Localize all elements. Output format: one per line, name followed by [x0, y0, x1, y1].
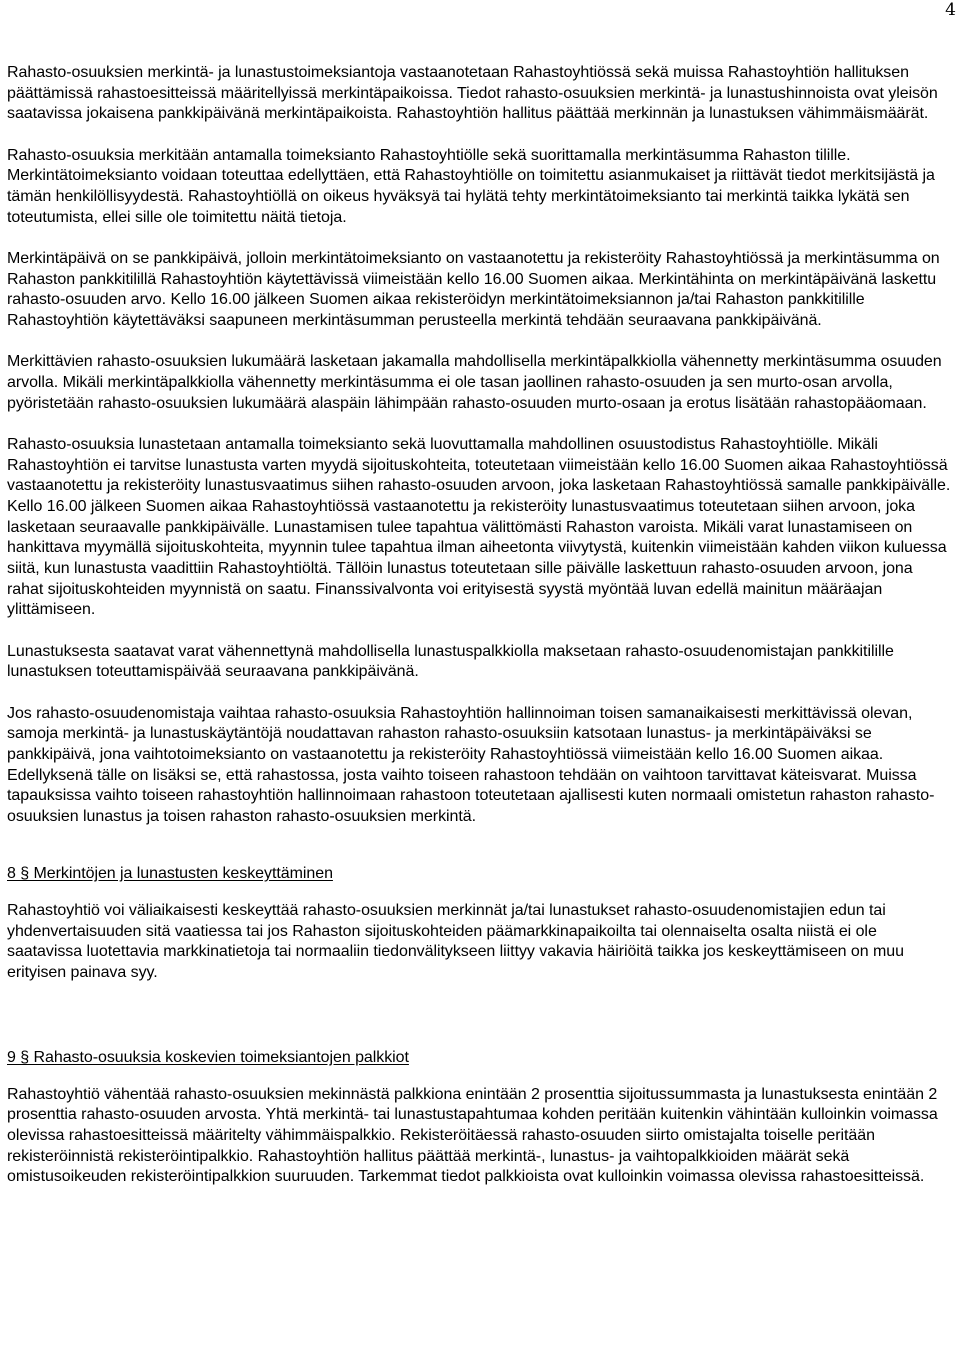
section-9-body: Rahastoyhtiö vähentää rahasto-osuuksien mekinnästä palkkiona enintään 2 prosenttia sijoitussummasta ja lunastuksesta enintään 2 prosenttia rahasto-osuuden arvosta. Yhtä merkintä- tai lunastustapahtumaa kohden peritään kuitenkin vähintään kulloinkin voimassa olevissa rahastoesitteissä määritelty vähimmäispalkkio. Rekisteröitäessä rahasto-osuuden siirto omistajalta toiselle peritään rekisteröinnistä rekisteröintipalkkio. Rahastoyhtiön hallitus päättää merkintä-, lunastus- ja vaihtopalkkioiden määrät sekä omistusoikeuden rekisteröintipalkkion suuruuden. Tarkemmat tiedot palkkioista ovat kulloinkin voimassa olevissa rahastoesitteissä.	[7, 1085, 938, 1186]
paragraph-unit-count: Merkittävien rahasto-osuuksien lukumäärä lasketaan jakamalla mahdollisella merkintäpalkkiolla vähennetty merkintäsumma osuuden arvolla. Mikäli merkintäpalkkiolla vähennetty merkintäsumma ei ole tasan jaollinen rahasto-osuuden ja sen murto-osan arvolla, pyöristetään rahasto-osuuksien lukumäärä alaspäin lähimpään rahasto-osuuden murto-osaan ja erotus lisätään rahastopääomaan.	[7, 353, 942, 412]
document-body	[7, 63, 952, 1209]
paragraph-redemption-payment: Lunastuksesta saatavat varat vähennettynä mahdollisella lunastuspalkkiolla maksetaan rahasto-osuudenomistajan pankkitilille lunastuksen toteuttamispäivää seuraavana pankkipäivänä.	[7, 642, 894, 681]
section-8-body: Rahastoyhtiö voi väliaikaisesti keskeyttää rahasto-osuuksien merkinnät ja/tai lunastukset rahasto-osuudenomistajien edun tai yhdenvertaisuuden sitä vaatiessa tai jos Rahaston sijoituskohteiden päämarkkinapaikoilta tai olennaiselta osalta niistä ei ole saatavissa luotettavia markkinatietoja tai normaaliin tiedonvälitykseen liittyy vakavia häiriöitä taikka jos keskeyttämiseen on muu erityisen painava syy.	[7, 901, 904, 981]
paragraph-redemption: Rahasto-osuuksia lunastetaan antamalla toimeksianto sekä luovuttamalla mahdollinen osuustodistus Rahastoyhtiölle. Mikäli Rahastoyhtiön ei tarvitse lunastusta varten myydä sijoituskohteita, toteutetaan viimeistään kello 16.00 Suomen aikaa Rahastoyhtiössä vastaanotettu ja rekisteröity lunastusvaatimus siihen rahasto-osuuden arvoon, joka lasketaan Rahastoyhtiössä samalle pankkipäivälle. Kello 16.00 jälkeen Suomen aikaa Rahastoyhtiössä vastaanotettu ja rekisteröity lunastusvaatimus toteutetaan siihen arvoon, joka lasketaan seuraavalle pankkipäivälle. Lunastamisen tulee tapahtua välittömästi Rahaston varoista. Mikäli varat lunastamiseen on hankittava myymällä sijoituskohteita, myynnin tulee tapahtua ilman aiheetonta viivytystä, kuitenkin viimeistään kahden viikon kuluessa siitä, kun lunastusta vaadittiin Rahastoyhtiöltä. Tällöin lunastus toteutetaan sille päivälle laskettuun rahasto-osuuden arvoon, jona rahat sijoituskohteiden myynnistä on saatu. Finanssivalvonta voi erityisestä syystä myöntää luvan edellä mainitun määräajan ylittämiseen.	[7, 435, 951, 619]
section-9-heading: 9 § Rahasto-osuuksia koskevien toimeksiantojen palkkiot	[7, 1048, 409, 1066]
paragraph-subscription-order: Rahasto-osuuksia merkitään antamalla toimeksianto Rahastoyhtiölle sekä suorittamalla merkintäsumma Rahaston tilille. Merkintätoimeksianto voidaan toteuttaa edellyttäen, että Rahastoyhtiölle on toimitettu asianmukaiset ja riittävät tiedot merkitsijästä ja tämän henkilöllisyydestä. Rahastoyhtiöllä on oikeus hyväksyä tai hylätä tehty merkintätoimeksianto tai merkintä taikka lykätä sen toteutumista, ellei sille ole toimitettu näitä tietoja.	[7, 146, 935, 226]
section-8-heading: 8 § Merkintöjen ja lunastusten keskeyttäminen	[7, 864, 333, 882]
paragraph-subscription-day: Merkintäpäivä on se pankkipäivä, jolloin merkintätoimeksianto on vastaanotettu ja rekisteröity Rahastoyhtiössä ja merkintäsumma on Rahaston pankkitilillä Rahastoyhtiön käytettävissä viimeistään kello 16.00 Suomen aikaa. Merkintähinta on merkintäpäivänä laskettu rahasto-osuuden arvo. Kello 16.00 jälkeen Suomen aikaa rekisteröidyn merkintätoimeksiannon ja/tai Rahaston pankkitilille Rahastoyhtiön käytettäväksi saapuneen merkintäsumman perusteella merkintä tehdään seuraavana pankkipäivänä.	[7, 249, 940, 330]
page-number: 4	[945, 0, 956, 20]
paragraph-fund-switch: Jos rahasto-osuudenomistaja vaihtaa rahasto-osuuksia Rahastoyhtiön hallinnoiman toisen samanaikaisesti merkittävissä olevan, samoja merkintä- ja lunastuskäytäntöjä noudattavan rahaston rahasto-osuuksiin katsotaan lunastus- ja merkintäpäiväksi se pankkipäivä, jona vaihtotoimeksianto on vastaanotettu ja rekisteröity Rahastoyhtiössä viimeistään kello 16.00 Suomen aikaa. Edellyksenä tälle on lisäksi se, että rahastossa, josta vaihto toiseen rahastoon tehdään on vaihtoon tarvittavat käteisvarat. Muissa tapauksissa vaihto toiseen rahastoyhtiön hallinnoimaan rahastoon toteutetaan ajallisesti kuten normaali omistetun rahaston rahasto-osuuksien lunastus ja toisen rahaston rahasto-osuuksien merkintä.	[7, 704, 935, 826]
paragraph-subscription-places: Rahasto-osuuksien merkintä- ja lunastustoimeksiantoja vastaanotetaan Rahastoyhtiössä sekä muissa Rahastoyhtiön hallituksen päättämissä rahastoesitteissä määritellyissä merkintäpaikoissa. Tiedot rahasto-osuuksien merkintä- ja lunastushinnoista ovat yleisön saatavissa jokaisena pankkipäivänä merkintäpaikoista. Rahastoyhtiön hallitus päättää merkinnän ja lunastuksen vähimmäismäärät.	[7, 64, 938, 123]
